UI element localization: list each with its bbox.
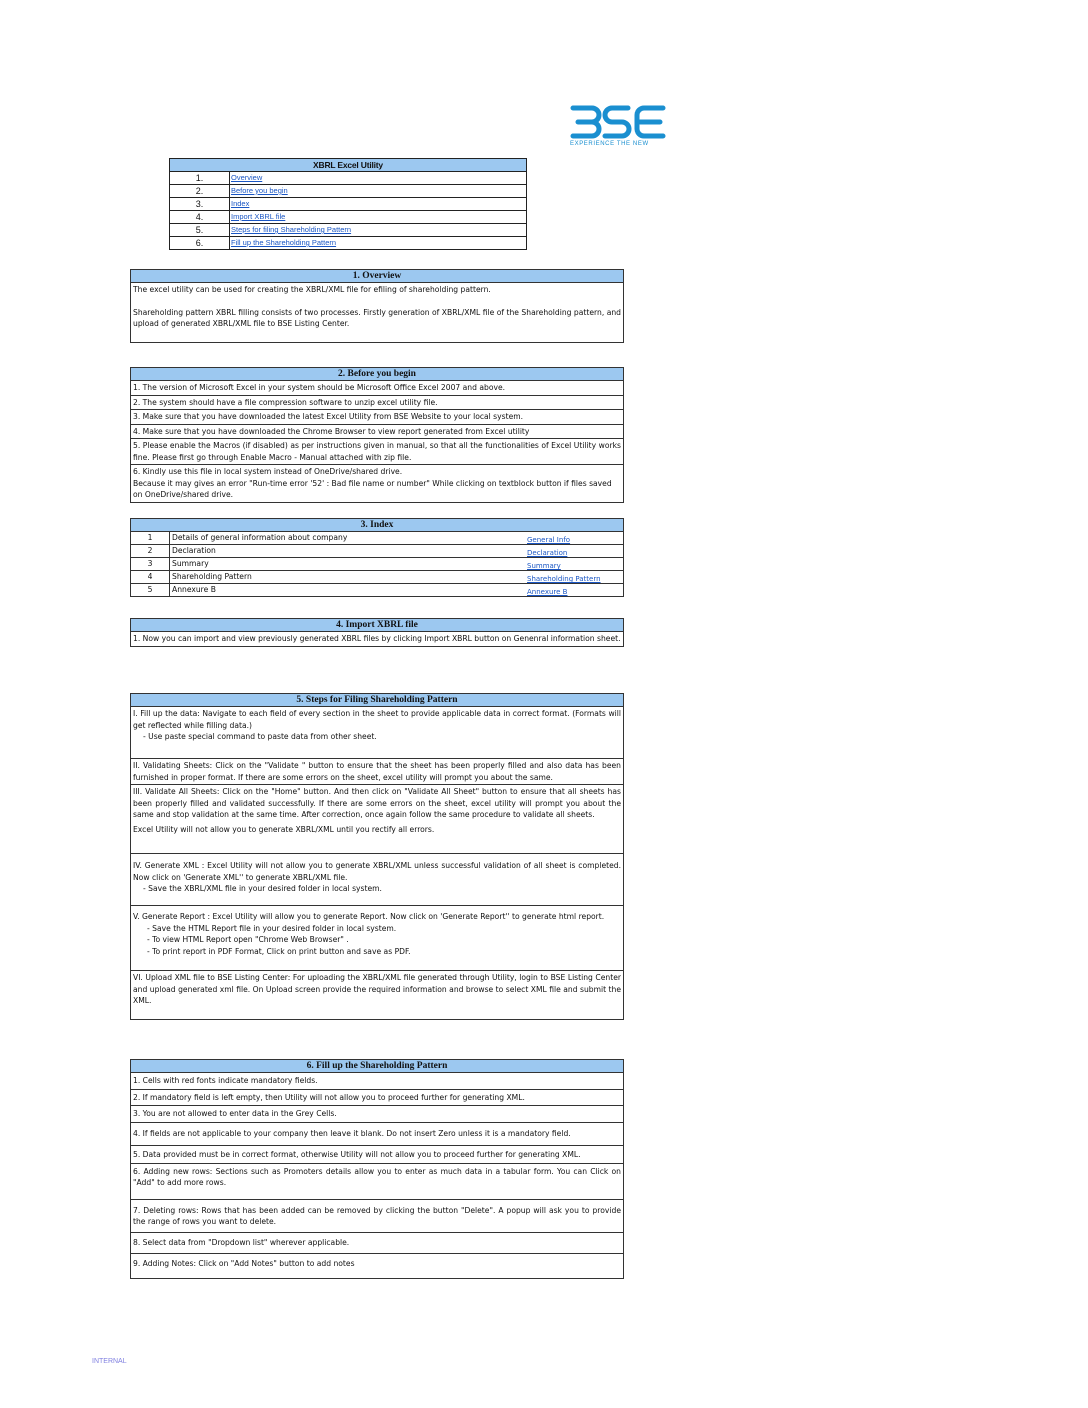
toc-row [170, 237, 526, 249]
step-subtext: - Save the XBRL/XML file in your desired folder in local system. [143, 884, 382, 893]
step-text: VI. Upload XML file to BSE Listing Center: For uploading the XBRL/XML file generated through Utility, login to BSE Listing Center and upload generated xml file. On Upload screen provide the required information and browse to select XML file and submit the XML. [133, 973, 621, 1005]
step-text: III. Validate All Sheets: Click on the "Home" button. And then click on "Validate All Sheet" button to ensure that all sheets has been properly filled and validated successfully. If there are some errors on the sheet, excel utility will prompt you about the same and stop validation at the same time. After correction, once again follow the same procedure to validate all sheets. [133, 787, 621, 819]
before-item [131, 465, 623, 502]
index-num: 3 [131, 558, 170, 570]
toc-row [170, 185, 526, 198]
index-row [131, 545, 623, 558]
index-num: 5 [131, 584, 170, 596]
bse-logo-icon [570, 104, 666, 140]
index-row [131, 532, 623, 545]
overview-cell [131, 283, 623, 342]
overview-para: Shareholding pattern XBRL filling consists of two processes. Firstly generation of XBRL/XML file of the Shareholding pattern, and upload of generated XBRL/XML file to BSE Listing Center. [133, 307, 621, 328]
before-item: 1. The version of Microsoft Excel in your system should be Microsoft Office Excel 2007 and above. [131, 381, 623, 396]
section-title: 2. Before you begin [131, 368, 623, 381]
toc-row [170, 224, 526, 237]
step-3 [131, 785, 623, 854]
fillup-item: 4. If fields are not applicable to your company then leave it blank. Do not insert Zero unless it is a mandatory field. [131, 1123, 623, 1147]
fillup-item: 9. Adding Notes: Click on "Add Notes" button to add notes [133, 1259, 355, 1268]
logo-tagline: EXPERIENCE THE NEW [570, 141, 649, 147]
section-title: 4. Import XBRL file [131, 619, 623, 632]
toc-link-steps[interactable]: Steps for filing Shareholding Pattern [231, 225, 352, 234]
step-4 [131, 854, 623, 906]
index-num: 1 [131, 532, 170, 544]
before-item: 4. Make sure that you have downloaded the Chrome Browser to view report generated from Excel utility [131, 425, 623, 440]
before-item-text: 6. Kindly use this file in local system instead of OneDrive/shared drive. [133, 467, 403, 476]
index-row [131, 571, 623, 584]
toc-link-overview[interactable]: Overview [231, 173, 263, 182]
import-text: 1. Now you can import and view previously generated XBRL files by clicking Import XBRL button on Genenral information sheet. [133, 634, 621, 643]
section-steps [130, 693, 624, 1020]
section-before-you-begin [130, 367, 624, 503]
toc-table [169, 158, 527, 250]
toc-row [170, 172, 526, 185]
index-row [131, 558, 623, 571]
section-fill-up [130, 1059, 624, 1279]
toc-num: 1. [170, 172, 230, 184]
index-num: 2 [131, 545, 170, 557]
toc-link-import-xbrl[interactable]: Import XBRL file [231, 212, 286, 221]
step-text: I. Fill up the data: Navigate to each field of every section in the sheet to provide applicable data in correct format. (Formats will get reflected while filling data.) [133, 709, 621, 730]
section-title: 5. Steps for Filing Shareholding Pattern [131, 694, 623, 707]
index-desc: Summary [172, 559, 209, 568]
step-6 [131, 971, 623, 1019]
step-note: Excel Utility will not allow you to generate XBRL/XML until you rectify all errors. [133, 824, 435, 834]
step-2 [131, 759, 623, 785]
bse-logo [570, 104, 670, 152]
step-subtext: - Save the HTML Report file in your desired folder in local system. [147, 923, 397, 933]
step-text: V. Generate Report : Excel Utility will allow you to generate Report. Now click on 'Generate Report'' to generate html report. [133, 912, 605, 921]
index-desc: Details of general information about company [172, 533, 348, 542]
index-link-annexure-b[interactable]: Annexure B [527, 588, 568, 596]
index-link-shareholding-pattern[interactable]: Shareholding Pattern [527, 575, 601, 583]
step-5 [131, 906, 623, 971]
before-item: 2. The system should have a file compression software to unzip excel utility file. [131, 396, 623, 411]
fillup-item: 5. Data provided must be in correct format, otherwise Utility will not allow you to proceed further for generating XML. [131, 1146, 623, 1164]
fillup-item: 2. If mandatory field is left empty, then Utility will not allow you to proceed further for generating XML. [131, 1090, 623, 1107]
before-item: 5. Please enable the Macros (if disabled) as per instructions given in manual, so that all the functionalities of Excel Utility works fine. Please first go through Enable Macro - Manual attached with zip file. [131, 439, 623, 465]
section-import-xbrl [130, 618, 624, 647]
step-subtext: - To print report in PDF Format, Click on print button and save as PDF. [147, 946, 411, 956]
toc-num: 6. [170, 237, 230, 249]
toc-title: XBRL Excel Utility [170, 159, 526, 172]
fillup-item: 3. You are not allowed to enter data in the Grey Cells. [131, 1106, 623, 1123]
toc-num: 3. [170, 198, 230, 210]
index-row [131, 584, 623, 596]
toc-num: 4. [170, 211, 230, 223]
internal-label: INTERNAL [92, 1358, 127, 1365]
index-desc: Annexure B [172, 585, 216, 594]
fillup-item: 7. Deleting rows: Rows that has been added can be removed by clicking the button "Delete". A popup will ask you to provide the range of rows you want to delete. [131, 1200, 623, 1233]
toc-num: 2. [170, 185, 230, 197]
section-title: 1. Overview [131, 270, 623, 283]
before-item-note: Because it may gives an error "Run-time error '52' : Bad file name or number" While clicking on textblock button if files saved on OneDrive/shared drive. [133, 478, 612, 499]
fillup-item: 6. Adding new rows: Sections such as Promoters details allow you to enter as much data in a tabular form. You can Click on "Add" to add more rows. [131, 1164, 623, 1200]
toc-num: 5. [170, 224, 230, 236]
index-link-general-info[interactable]: General Info [527, 536, 571, 544]
section-overview [130, 269, 624, 343]
before-item: 3. Make sure that you have downloaded the latest Excel Utility from BSE Website to your local system. [131, 410, 623, 425]
step-text: II. Validating Sheets: Click on the "Validate " button to ensure that the sheet has been properly filled and also data has been furnished in proper format. If there are some errors on the sheet, excel utility will prompt you about the same. [133, 761, 621, 782]
section-index [130, 518, 624, 597]
toc-link-before-you-begin[interactable]: Before you begin [231, 186, 288, 195]
step-text: IV. Generate XML : Excel Utility will not allow you to generate XBRL/XML unless successful validation of all sheet is completed. Now click on 'Generate XML'' to generate XBRL/XML file. [133, 861, 621, 882]
section-title: 3. Index [131, 519, 623, 532]
step-1 [131, 707, 623, 759]
fillup-item: 8. Select data from "Dropdown list" wherever applicable. [131, 1233, 623, 1255]
toc-link-index[interactable]: Index [231, 199, 250, 208]
toc-row [170, 211, 526, 224]
step-subtext: - To view HTML Report open "Chrome Web Browser" . [147, 935, 349, 944]
overview-para: The excel utility can be used for creating the XBRL/XML file for efiling of shareholding pattern. [133, 285, 491, 294]
index-desc: Declaration [172, 546, 216, 555]
toc-link-fill-up[interactable]: Fill up the Shareholding Pattern [231, 238, 337, 247]
step-subtext: - Use paste special command to paste data from other sheet. [143, 732, 377, 741]
fillup-item: 1. Cells with red fonts indicate mandatory fields. [131, 1073, 623, 1090]
section-title: 6. Fill up the Shareholding Pattern [131, 1060, 623, 1073]
index-desc: Shareholding Pattern [172, 572, 252, 581]
index-link-summary[interactable]: Summary [527, 562, 561, 570]
toc-row [170, 198, 526, 211]
index-link-declaration[interactable]: Declaration [527, 549, 568, 557]
index-num: 4 [131, 571, 170, 583]
